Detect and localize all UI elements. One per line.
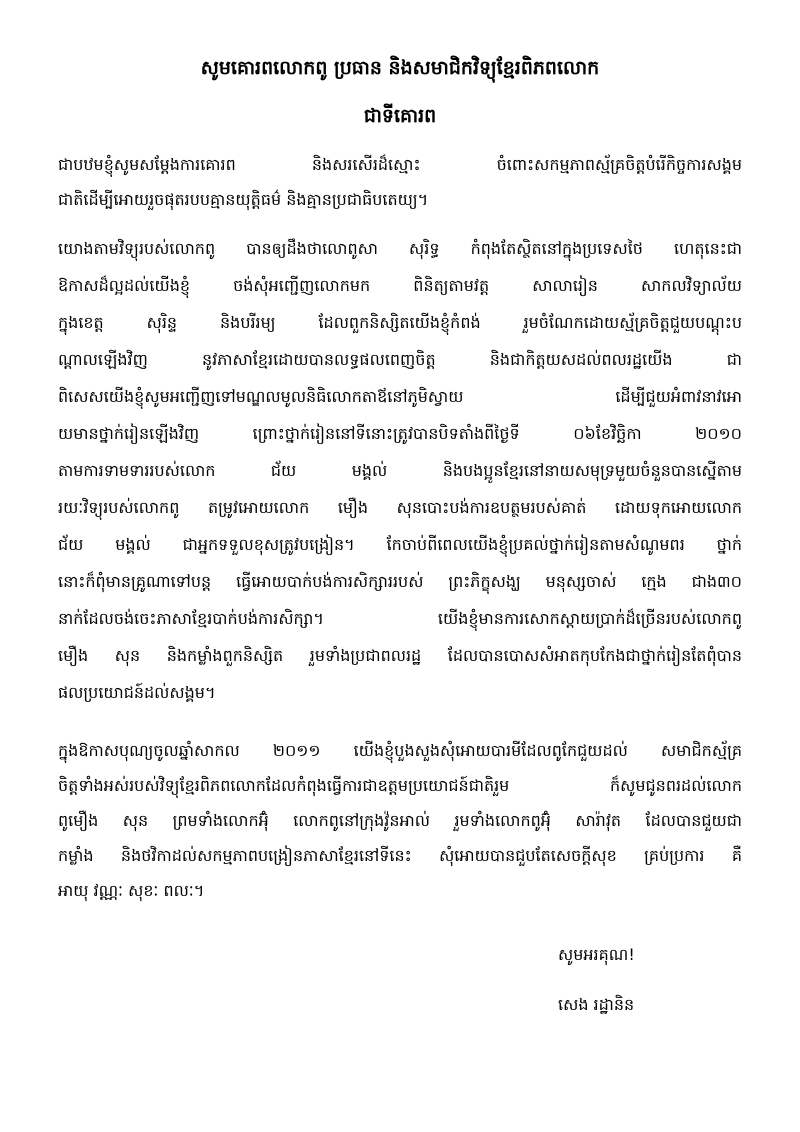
paragraph-line: រយៈវិទ្យុរបស់លោកពូ តម្រូវអោយលោក មឿង សុនបោះបង់ការឧបត្ថមរបស់គាត់ ដោយទុកអោយលោក [58,498,742,517]
letter-salutation: សូមគោរពលោកពូ ប្រធាន និងសមាជិកវិទ្យុខ្មែរពិភពលោក [200,57,600,79]
paragraph-line: យមានថ្នាក់រៀនឡើងវិញ ព្រោះថ្នាក់រៀននៅទីនោះត្រូវបានបិទតាំងពីថ្ងៃទី ០៦ខែវិច្ឆិកា ២០១០ [58,424,742,443]
paragraph-line: នោះក៏ពុំមានគ្រូណាទៅបន្ត ធ្វើអោយបាក់បង់ការសិក្សាររបស់ ព្រះភិក្ខុសង្ឃ មនុស្សចាស់ ក្មេង ជាង៣០ [58,572,742,591]
letter-closing [558,937,738,1023]
closing-thanks: សូមអរគុណ! [558,945,635,964]
paragraph-line: ជាតិដើម្បីអោយរួចផុតរបបគ្មានយុត្តិធម៌ និងគ្មានប្រជាធិបតេយ្យ។ [58,190,429,209]
paragraph-line: ក្នុងខេត្ត សុរិន្ទ និងបរីរម្យ ដែលពួកនិស្សិតយើងខ្ញុំកំពង់ រួមចំណែកដោយស្ម័គ្រចិត្តជួយបណ្តុះប [58,313,742,332]
paragraph-line: ផលប្រយោជន៍ដល់សង្គម។ [58,683,216,702]
paragraph-line: នាក់ដែលចង់ចេះភាសាខ្មែរបាក់បង់ការសិក្សា។ យើងខ្ញុំមានការសោកស្តាយប្រាក់ដ៏ច្រើនរបស់លោកពូ [58,609,742,628]
paragraph-line: តាមការទាមទាររបស់លោក ជ័យ មង្គល់ និងបងប្អូនខ្មែរនៅនាយសមុទ្រមួយចំនួនបានស្នើតាម [58,461,742,480]
letter-body [58,147,742,1023]
paragraph-new-year-wishes [58,733,742,908]
paragraph-line: មឿង សុន និងកម្លាំងពួកនិស្សិត រួមទាំងប្រជាពលរដ្ឋ ដែលបានបោសសំអាតកុបកែងជាថ្នាក់រៀនតែពុំបាន [58,646,742,665]
paragraph-line: អាយុ វណ្ណៈ សុខៈ ពលៈ។ [58,881,205,900]
paragraph-line: កម្លាំង និងថវិកាដល់សកម្មភាពបង្រៀនភាសាខ្មែរនៅទីនេះ សុំអោយបានជួបតែសេចក្តីសុខ គ្រប់ប្រការ គឺ [58,846,742,865]
paragraph-line: ចិត្តទាំងអស់របស់វិទ្យុខ្មែរពិភពលោកដែលកំពុងធ្វើការជាឧត្តមប្រយោជន៍ជាតិរួម ក៏សូមជូនពរដល់លោក [58,776,742,795]
paragraph-line: ពិសេសយើងខ្ញុំសូមអញ្ជើញទៅមណ្ឌលមូលនិធិលោកតាឪនៅភូមិស្វាយ ដើម្បីជួយអំពាវនាវអោ [58,387,742,406]
signature-name: សេង រដ្ឋានិន [558,995,635,1014]
paragraph-greeting [58,147,742,217]
paragraph-line: ជ័យ មង្គល់ ជាអ្នកទទួលខុសត្រូវបង្រៀន។ កែចាប់ពីពេលយើងខ្ញុំប្រគល់ថ្នាក់រៀនតាមសំណូមពរ ថ្នាក់ [58,535,742,554]
paragraph-line: ឱកាសដ៏ល្អដល់យើងខ្ញុំ ចង់សុំអញ្ជើញលោកមក ពិនិត្យតាមវត្ត សាលារៀន សាកលវិទ្យាល័យ [58,276,742,295]
letter-salutation-honorific: ជាទីគោរព [363,105,437,127]
paragraph-main-request [58,230,742,711]
paragraph-line: យោងតាមវិទ្យុរបស់លោកពូ បានឲ្យដឹងថាលោពូសា សុរិទ្ធ កំពុងតែស្ថិតនៅក្នុងប្រទេសថៃ ហេតុនេះជា [58,239,742,258]
paragraph-line: ណ្តាលឡើងវិញ នូវភាសាខ្មែរដោយបានលទ្ធផលពេញចិត្ត និងជាកិត្តយសដល់ពលរដ្ឋយើង ជា [58,350,742,369]
paragraph-line: ក្នុងឱកាសបុណ្យចូលឆ្នាំសាកល ២០១១ យើងខ្ញុំបួងសួងសុំអោយបារមីដែលពូកែជួយដល់ សមាជិកស្ម័គ្រ [58,741,742,760]
paragraph-line: ជាបឋមខ្ញុំសូមសម្តែងការគោរព និងសរសើរដ៏ស្មោះ ចំពោះសកម្មភាពស្ម័គ្រចិត្តបំរើកិច្ចការសង្គម [58,155,742,174]
paragraph-line: ពូមឿង សុន ព្រមទាំងលោកអ៊ុំ លោកពូនៅក្រុងវ៉ូនអាល់ រួមទាំងលោកពូអ៊ុំ សារ៉ាវុត ដែលបានជួយជា [58,811,742,830]
